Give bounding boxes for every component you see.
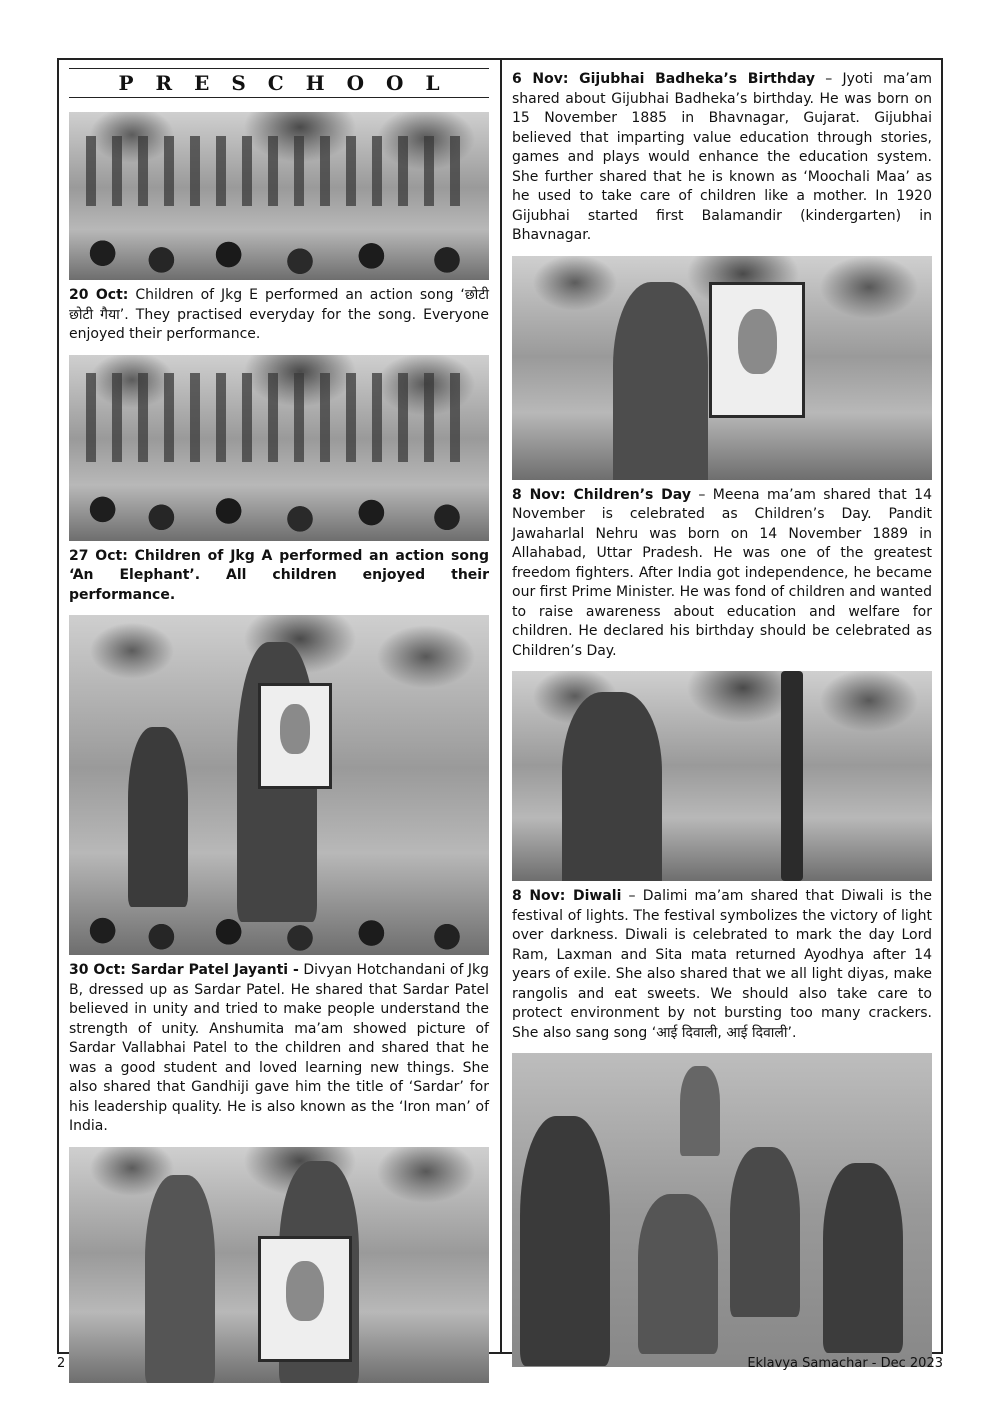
child-figure — [520, 1116, 610, 1366]
caption-nov-8-childrens-day-date: 8 Nov: Children’s Day — [512, 486, 691, 503]
caption-nov-6-date: 6 Nov: Gijubhai Badheka’s Birthday — [512, 71, 815, 87]
photo-action-song-jkg-e — [69, 112, 489, 280]
portrait-picture — [258, 1236, 352, 1362]
photo-sardar-patel-jayanti — [69, 615, 489, 955]
caption-nov-8-diwali-text: – Dalimi ma’am shared that Diwali is the festival of lights. The festival symbolizes the victory of light over darkness. Diwali is celebrated to mark the day Lord Ram, Laxman and Sita mata returned Ayodhya after 14 years of exile. She also shared that we all light diyas, make rangolis and eat sweets. We should also take care to protect environment by not bursting too many crackers. She also sang song ‘आई दिवाली, आई दिवाली’. — [512, 888, 932, 1041]
right-column — [512, 68, 932, 1367]
photo-teachers-with-portrait — [69, 1147, 489, 1383]
caption-nov-8-diwali-date: 8 Nov: Diwali — [512, 888, 622, 904]
caption-oct-20-text: Children of Jkg E performed an action song ‘छोटी छोटी गैया’. They practised everyday for the song. Everyone enjoyed their performance. — [69, 287, 489, 342]
publication-title: Eklavya Samachar - Dec 2023 — [747, 1356, 943, 1371]
child-figure — [823, 1163, 903, 1353]
caption-oct-30 — [69, 961, 489, 1137]
child-figure — [638, 1194, 718, 1354]
caption-nov-8-diwali — [512, 887, 932, 1043]
caption-nov-8-childrens-day — [512, 486, 932, 662]
child-figure — [730, 1147, 800, 1317]
caption-oct-20 — [69, 286, 489, 345]
portrait-picture — [258, 683, 332, 789]
child-figure — [680, 1066, 720, 1156]
section-banner — [69, 68, 489, 98]
teacher-figure — [613, 282, 708, 479]
child-figure — [128, 727, 188, 907]
left-column — [69, 68, 489, 1383]
photo-action-song-jkg-a — [69, 355, 489, 541]
caption-nov-8-childrens-day-text: – Meena ma’am shared that 14 November is celebrated as Children’s Day. Pandit Jawaharlal Nehru was born on 14 November 1889 in Allahabad, Uttar Pradesh. He was one of the greatest freedom fighters. After India got independence, he became our first Prime Minister. He was fond of children and wanted to raise awareness about education and welfare for children. He declared his birthday should be celebrated as Children’s Day. — [512, 486, 932, 659]
tree-trunk — [781, 671, 803, 881]
photo-gijubhai-birthday — [512, 256, 932, 480]
caption-nov-6 — [512, 70, 932, 246]
caption-oct-30-text: Divyan Hotchandani of Jkg B, dressed up as Sardar Patel. He shared that Sardar Patel believed in unity and tried to make people understand the strength of unity. Anshumita ma’am showed picture of Sardar Vallabhai Patel to the children and shared that he was a good student and loved learning new things. She also shared that Gandhiji gave him the title of ‘Sardar’ for his leadership quality. He is also known as the ‘Iron man’ of India. — [69, 962, 490, 1134]
caption-oct-20-date: 20 Oct: — [69, 287, 129, 303]
photo-children-rangoli — [512, 1053, 932, 1367]
caption-nov-6-text: – Jyoti ma’am shared about Gijubhai Badheka’s birthday. He was born on 15 November 1885 in Bhavnagar, Gujarat. Gijubhai believed that imparting value education through stories, games and plays would enhance the education system. She further shared that he is known as ‘Moochali Maa’ as he used to take care of children like a mother. In 1920 Gijubhai started first Balamandir (kindergarten) in Bhavnagar. — [512, 71, 932, 243]
page-number: 2 — [57, 1356, 66, 1371]
teacher-figure — [562, 692, 662, 881]
portrait-picture — [709, 282, 805, 418]
caption-oct-27: 27 Oct: Children of Jkg A performed an action song ‘An Elephant’. All children enjoyed their performance. — [69, 547, 489, 603]
column-divider — [500, 58, 502, 1354]
teacher-figure-1 — [145, 1175, 215, 1383]
section-title: PRESCHOOL — [118, 71, 462, 95]
photo-diwali-teacher — [512, 671, 932, 881]
caption-oct-30-date: 30 Oct: Sardar Patel Jayanti - — [69, 962, 299, 978]
